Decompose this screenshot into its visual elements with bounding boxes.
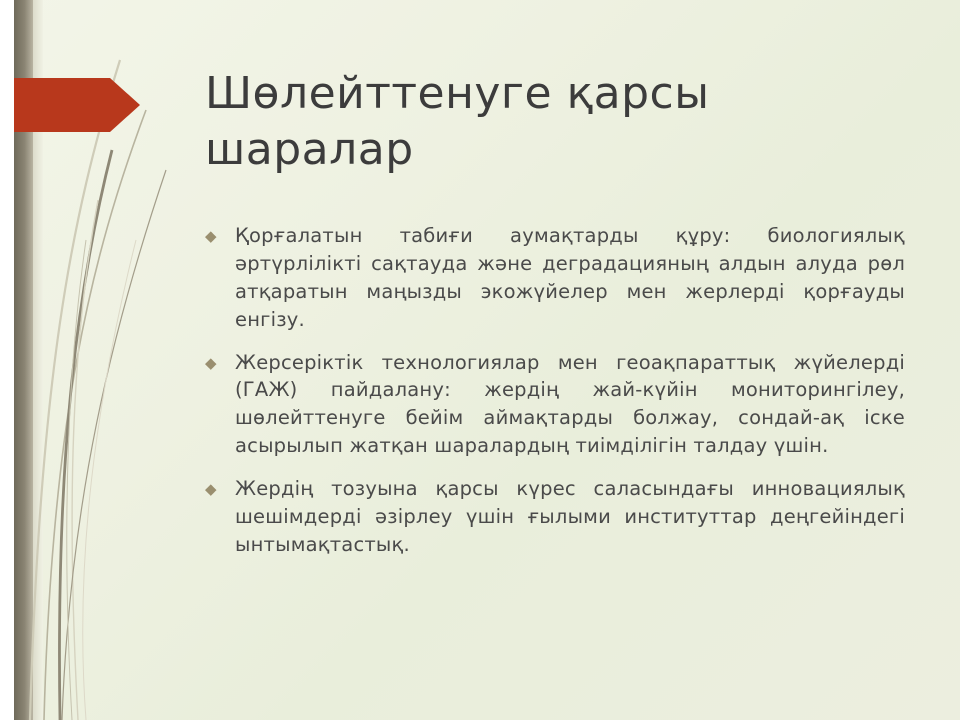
slide-body bbox=[205, 222, 905, 574]
accent-arrow-icon bbox=[14, 78, 140, 132]
list-item bbox=[205, 222, 905, 334]
list-item-text: Жердің тозуына қарсы күрес саласындағы инновациялық шешімдерді әзірлеу үшін ғылыми институттар деңгейіндегі ынтымақтастық. bbox=[235, 477, 905, 556]
slide-title: Шөлейттенуге қарсы шаралар bbox=[205, 68, 710, 176]
diamond-bullet-icon: ◆ bbox=[205, 353, 217, 372]
left-edge-white-band bbox=[0, 0, 14, 720]
list-item bbox=[205, 349, 905, 461]
diamond-bullet-icon: ◆ bbox=[205, 480, 217, 498]
list-item-text: Қорғалатын табиғи аумақтарды құру: биологиялық әртүрлілікті сақтауда және деградацияның алдын алуда рөл атқаратын маңызды экожүйелер мен жерлерді қорғауды енгізу. bbox=[235, 224, 905, 331]
list-item bbox=[205, 475, 905, 559]
diamond-bullet-icon: ◆ bbox=[205, 227, 217, 245]
list-item-text: Жерсеріктік технологиялар мен геоақпараттық жүйелерді (ГАЖ) пайдалану: жердің жай-күйін мониторингілеу, шөлейттенуге бейім аймақтарды болжау, сондай-ақ іске асырылып жатқан шаралардың тиімділігін талдау үшін. bbox=[235, 350, 905, 458]
